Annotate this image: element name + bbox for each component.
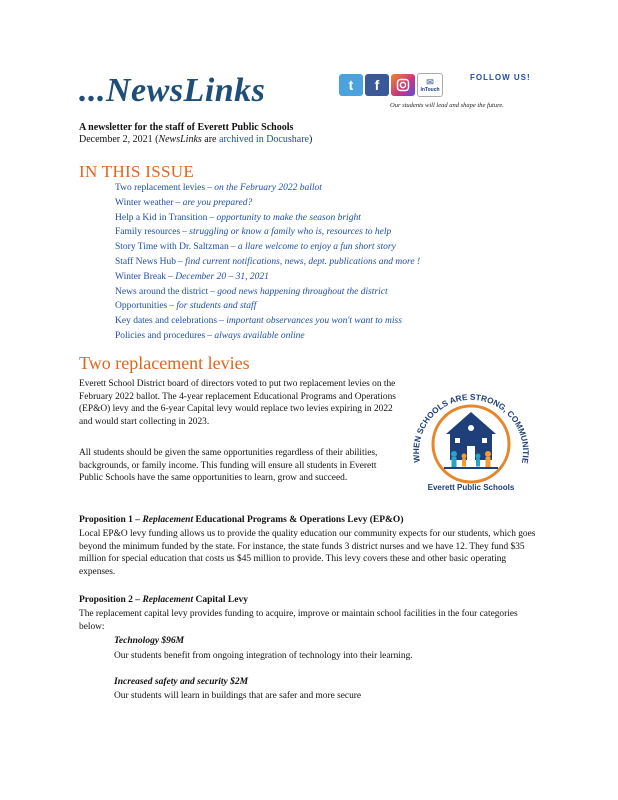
toc-item-title[interactable]: Story Time with Dr. Saltzman bbox=[115, 242, 229, 253]
proposition-1-text: Local EP&O levy funding allows us to provide the quality education our community expects for our students, which goes beyond the minimum funded by the state. For instance, the state funds 3 district nurses and we have 12. They fund $35 million for special education that costs us $45 million to provide. This levy covers these and other basic operating expenses. bbox=[79, 529, 536, 577]
issue-date: December 2, 2021 bbox=[79, 134, 153, 145]
toc-item-description: – opportunity to make the season bright bbox=[209, 212, 361, 223]
logo-arc-text: WHEN SCHOOLS ARE STRONG, COMMUNITIE bbox=[410, 391, 532, 465]
levies-heading: Two replacement levies bbox=[79, 353, 250, 373]
toc-item-title[interactable]: Policies and procedures bbox=[115, 330, 206, 341]
proposition-2-text: The replacement capital levy provides funding to acquire, improve or maintain school facilities in the four categories below: bbox=[79, 609, 518, 632]
toc-item-description: – struggling or know a family who is, resources to help bbox=[182, 227, 392, 238]
toc-item[interactable] bbox=[95, 227, 420, 242]
toc-item-description: – always available online bbox=[207, 330, 305, 341]
toc-item[interactable] bbox=[95, 183, 420, 198]
toc-item-title[interactable]: Winter Break bbox=[115, 271, 167, 282]
toc-item[interactable] bbox=[95, 301, 420, 316]
newsletter-tagline: A newsletter for the staff of Everett Public Schools bbox=[79, 122, 294, 133]
levies-equity: All students should be given the same opportunities regardless of their abilities, backgrounds, or family income. This funding will ensure all students in Everett Public Schools have the same opportunities to learn, grow and succeed. bbox=[79, 448, 378, 483]
toc-item-title[interactable]: Help a Kid in Transition bbox=[115, 212, 208, 223]
in-this-issue-heading: IN THIS ISSUE bbox=[79, 162, 195, 181]
follow-us-label: FOLLOW US! bbox=[470, 73, 531, 82]
toc-item[interactable] bbox=[95, 272, 420, 287]
toc-item[interactable] bbox=[95, 213, 420, 228]
toc-item[interactable] bbox=[95, 242, 420, 257]
toc-item-title[interactable]: Key dates and celebrations bbox=[115, 316, 218, 327]
toc-item-title[interactable]: Family resources bbox=[115, 227, 181, 238]
social-icons bbox=[339, 73, 443, 97]
dateline: December 2, 2021 (NewsLinks are archived in Docushare) bbox=[79, 134, 313, 145]
category-technology-title: Technology $96M bbox=[114, 636, 185, 646]
toc-item-description: – are you prepared? bbox=[175, 197, 253, 208]
twitter-icon[interactable]: t bbox=[339, 74, 363, 96]
toc-item-title[interactable]: News around the district bbox=[115, 286, 209, 297]
newsletter-title: ...NewsLinks bbox=[79, 72, 266, 109]
archive-link[interactable]: archived in Docushare bbox=[219, 134, 309, 145]
toc-item[interactable] bbox=[95, 287, 420, 302]
toc-item-description: – find current notifications, news, dept. publications and more ! bbox=[178, 256, 421, 267]
proposition-2-heading: Proposition 2 – Replacement Capital Levy bbox=[79, 595, 248, 605]
toc-item[interactable] bbox=[95, 257, 420, 272]
toc-item[interactable] bbox=[95, 316, 420, 331]
levies-intro: Everett School District board of directors voted to put two replacement levies on the February 2022 ballot. The 4-year replacement Educational Programs and Operations (EP&O) levy and the 6-year Capital levy would replace two levies expiring in 2022 and would start collecting in 2023. bbox=[79, 379, 396, 427]
school-district-logo bbox=[406, 382, 536, 494]
toc-item-description: – December 20 – 31, 2021 bbox=[168, 271, 269, 282]
toc-item-title[interactable]: Winter weather bbox=[115, 197, 174, 208]
proposition-1-heading: Proposition 1 – Replacement Educational Programs & Operations Levy (EP&O) bbox=[79, 515, 404, 525]
instagram-icon[interactable] bbox=[391, 74, 415, 96]
toc-item[interactable] bbox=[95, 198, 420, 213]
toc-item-description: – on the February 2022 ballot bbox=[207, 183, 322, 193]
table-of-contents bbox=[95, 183, 420, 346]
category-safety-text: Our students will learn in buildings that are safer and more secure bbox=[114, 691, 362, 701]
infotouch-icon[interactable]: ✉ InTouch bbox=[417, 73, 443, 97]
toc-item[interactable] bbox=[95, 331, 420, 346]
toc-item-title[interactable]: Opportunities bbox=[115, 301, 168, 312]
toc-item-title[interactable]: Staff News Hub bbox=[115, 256, 177, 267]
district-motto: Our students will lead and shape the future. bbox=[390, 102, 504, 109]
toc-item-description: – a llare welcome to enjoy a fun short story bbox=[230, 242, 396, 253]
facebook-icon[interactable]: f bbox=[365, 74, 389, 96]
toc-item-description: – good news happening throughout the district bbox=[210, 286, 388, 297]
logo-district-name: Everett Public Schools bbox=[427, 483, 515, 492]
toc-item-description: – important observances you won't want to miss bbox=[219, 316, 402, 327]
toc-item-description: – for students and staff bbox=[169, 301, 257, 312]
category-safety-title: Increased safety and security $2M bbox=[114, 677, 249, 687]
toc-item-title[interactable]: Two replacement levies bbox=[115, 183, 206, 193]
category-technology-text: Our students benefit from ongoing integration of technology into their learning. bbox=[114, 651, 413, 661]
